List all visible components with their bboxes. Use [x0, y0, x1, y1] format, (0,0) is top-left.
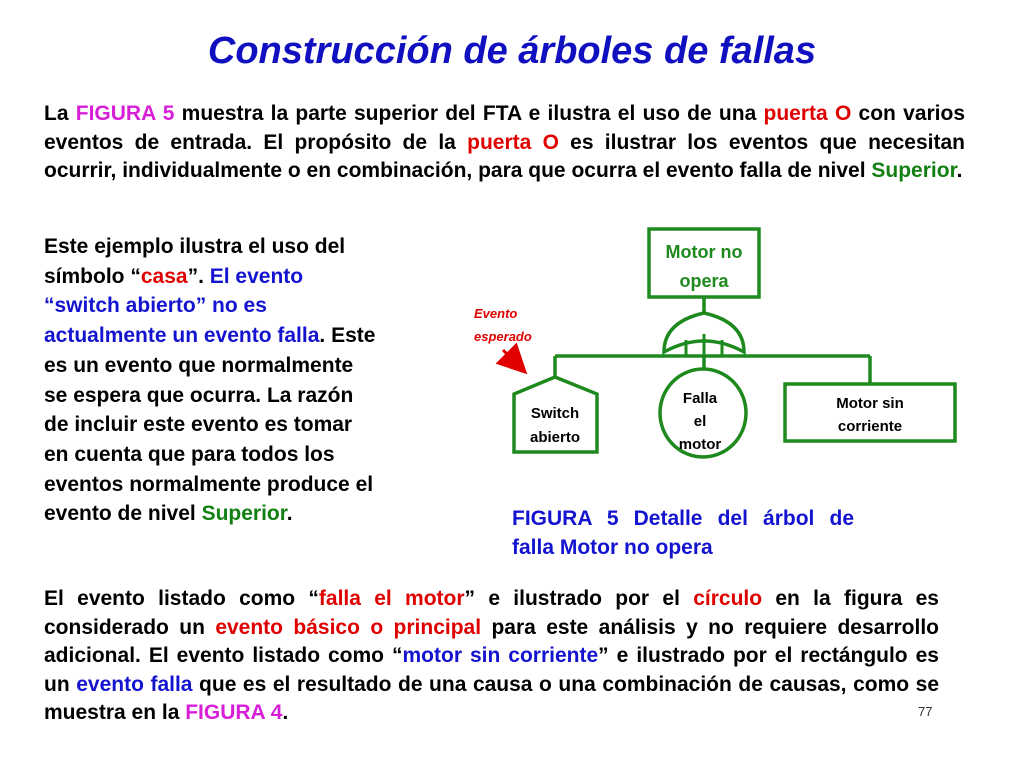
motor-sin-corriente-term: motor sin corriente [402, 644, 599, 668]
figura5-ref: FIGURA 5 [75, 102, 175, 125]
top-event-box [649, 229, 759, 297]
bottom-text-2: ” e ilustrado por el [464, 587, 694, 610]
page-number: 77 [918, 704, 933, 719]
evento-falla-term: evento falla [76, 672, 193, 696]
basic-event [660, 369, 746, 457]
left-text-4: . [286, 502, 293, 526]
falla-motor-term: falla el motor [318, 587, 465, 610]
bottom-text-3: en la figura es considerado un [44, 587, 939, 639]
house-event-label-line2: abierto [529, 429, 581, 446]
left-text-1: Este ejemplo ilustra el uso del símbolo “ [44, 235, 346, 288]
intro-text-2: muestra la parte superior del FTA e ilustra el uso de una [174, 102, 764, 125]
intro-text-3: con varios eventos de entrada. El propósito de la [44, 102, 966, 154]
evento-basico-term: evento básico o principal [215, 615, 482, 639]
switch-open-note: El evento “switch abierto” no es actualmente un evento falla [44, 264, 320, 348]
bottom-text-4: para este análisis y no requiere desarrollo adicional. El evento listado como “ [44, 615, 940, 668]
puerta-o-term-2: puerta O [467, 130, 559, 154]
intermediate-event-label-line1: Motor sin [836, 395, 904, 412]
circulo-term: círculo [693, 587, 763, 610]
basic-event-label-line3: motor [678, 436, 722, 453]
left-text-2: ”. [187, 264, 210, 288]
bottom-text-7: . [282, 701, 289, 725]
top-event-label-line2: opera [679, 271, 729, 291]
slide-title: Construcción de árboles de fallas [207, 30, 817, 72]
top-event-label-line1: Motor no [665, 242, 743, 262]
intro-text-4: es ilustrar los eventos que necesitan ocurrir, individualmente o en combinación, para que ocurra el evento falla de nivel [44, 130, 965, 183]
bottom-text-5: ” e ilustrado por el rectángulo es un [44, 644, 939, 696]
casa-term: casa [140, 264, 188, 288]
basic-event-label-line1: Falla [682, 390, 718, 407]
expected-event-label-line1: Evento [474, 306, 518, 321]
intro-text-5: . [956, 159, 963, 183]
arrow-icon [503, 350, 523, 370]
bottom-paragraph [44, 585, 939, 728]
basic-event-label-line2: el [693, 413, 707, 430]
superior-term-left: Superior [201, 502, 287, 526]
puerta-o-term-1: puerta O [763, 102, 852, 125]
figure-caption: FIGURA 5 Detalle del árbol de falla Motor no opera [512, 507, 854, 559]
bottom-text-1: El evento listado como “ [44, 587, 319, 610]
intermediate-event-label-line2: corriente [837, 418, 903, 435]
expected-event-label-line2: esperado [474, 329, 532, 344]
left-text-3: . Este es un evento que normalmente se espera que ocurra. La razón de incluir este evento es tomar en cuenta que para todos los eventos normalmente produce el evento de nivel [44, 324, 376, 526]
house-event [514, 377, 597, 452]
superior-term: Superior [871, 159, 957, 183]
bottom-text-6: que es el resultado de una causa o una combinación de causas, como se muestra en la [44, 672, 939, 725]
intro-text-1: La [44, 102, 76, 125]
house-event-label-line1: Switch [530, 405, 580, 422]
intermediate-event [785, 384, 955, 441]
figura4-ref: FIGURA 4 [185, 701, 283, 725]
